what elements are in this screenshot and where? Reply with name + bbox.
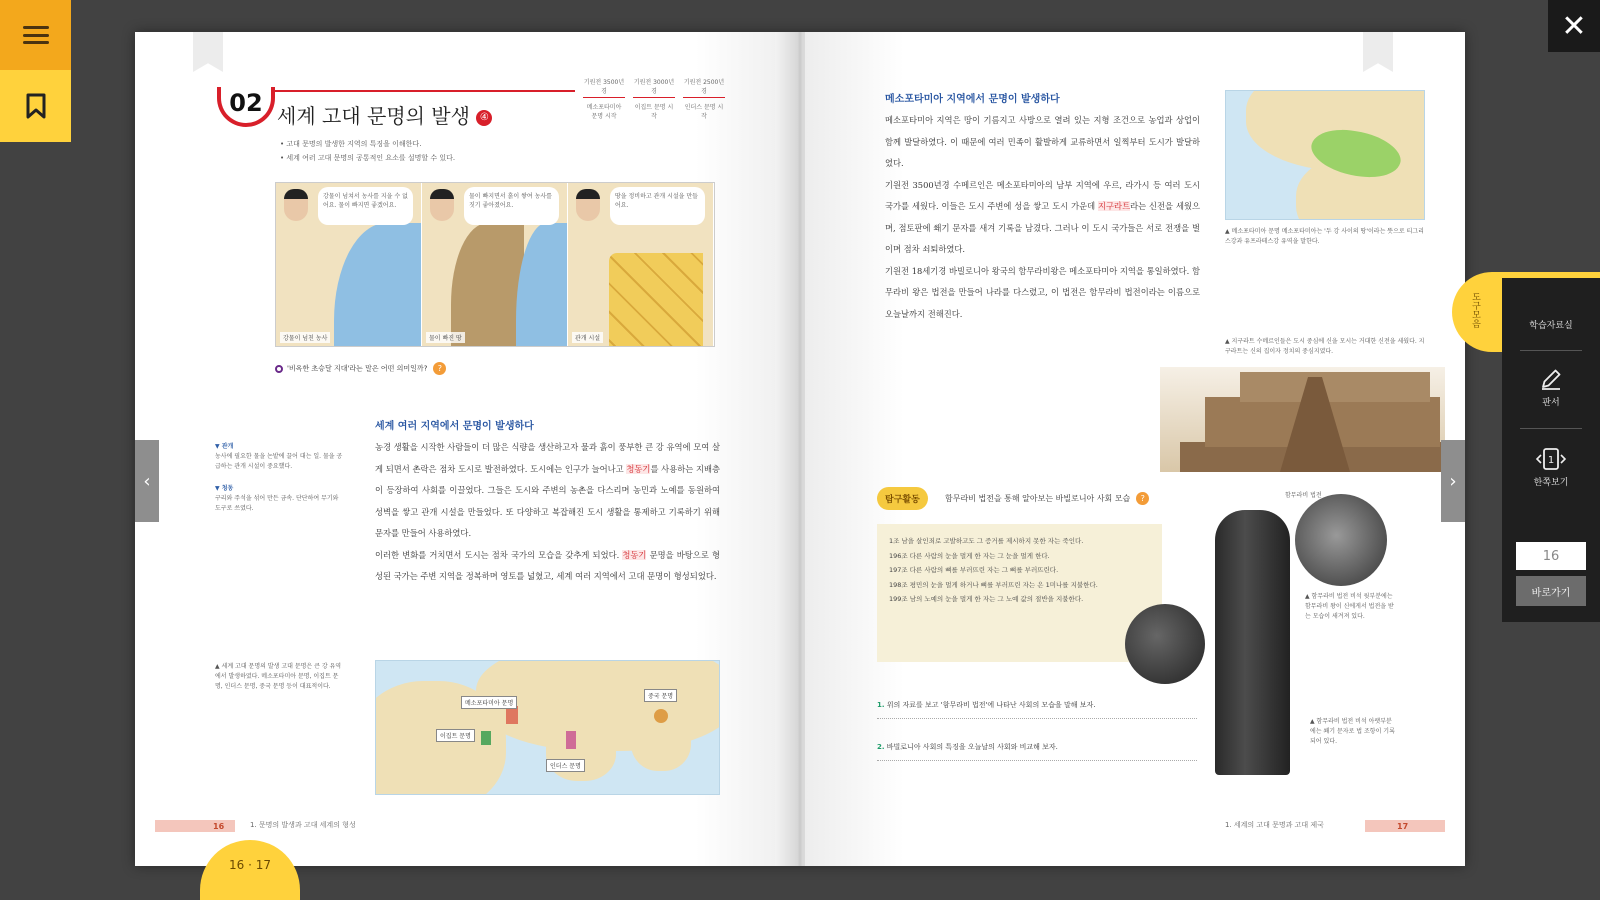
single-page-view-button[interactable] — [1502, 446, 1600, 488]
body-text — [375, 437, 720, 588]
lead-question — [275, 362, 446, 375]
section-heading: 메소포타미아 지역에서 문명이 발생하다 — [885, 94, 1060, 105]
civilization-region — [481, 731, 491, 745]
learning-objectives — [280, 137, 455, 165]
go-to-page-button[interactable] — [1516, 576, 1586, 606]
right-page — [805, 32, 1465, 866]
lesson-badge: ④ — [476, 110, 492, 126]
lesson-title-text: 세계 고대 문명의 발생 — [277, 104, 470, 128]
hamburger-menu-icon — [23, 26, 49, 44]
river-illustration — [275, 182, 715, 347]
law-item: 198조 평민의 눈을 멀게 하거나 뼈를 부러뜨린 자는 은 1미나를 지불한다. — [889, 580, 1098, 589]
stele-caption: ▲ 함무라비 법전 비석 윗부분에는 함무라비 왕이 신에게서 법전을 받는 모습이 새겨져 있다. — [1305, 593, 1394, 620]
river-water — [334, 223, 421, 346]
timeline-step-desc: 인더스 문명 시작 — [684, 104, 724, 120]
body-text — [885, 110, 1200, 325]
left-page — [135, 32, 795, 866]
page-ribbon-left — [193, 32, 223, 72]
view-label: 한쪽보기 — [1533, 478, 1569, 488]
lead-question-text: '비옥한 초승달 지대'라는 말은 어떤 의미일까? — [287, 364, 428, 373]
task-text: 바빌로니아 사회의 특징을 오늘날의 사회와 비교해 보자. — [886, 743, 1058, 751]
menu-button[interactable] — [0, 0, 71, 70]
illustration-panel — [422, 183, 568, 346]
page-ribbon-right — [1363, 32, 1393, 72]
inquiry-tag: 탐구활동 — [877, 487, 928, 510]
person-face-icon — [284, 189, 308, 221]
glossary-term: ▼ 관개 — [215, 443, 234, 450]
question-mark-icon: ? — [433, 362, 446, 375]
person-face-icon — [430, 189, 454, 221]
go-button-label: 바로가기 — [1531, 587, 1571, 599]
activity-task — [877, 742, 1197, 761]
task-text: 위의 자료를 보고 '함무라비 법전'에 나타난 사회의 모습을 말해 보자. — [886, 701, 1096, 709]
page-number: 17 — [1397, 822, 1409, 831]
chevron-left-icon: ‹ — [143, 470, 151, 492]
map-label: 중국 문명 — [644, 689, 677, 702]
body-paragraph: 이러한 변화를 거치면서 도시는 점차 국가의 모습을 갖추게 되었다. 청동기 문명을 바탕으로 형성된 국가는 주변 지역을 정복하며 영토를 넓혔고, 세계 여러 지역에서 고대 문명이 형성되었다. — [375, 549, 721, 581]
task-number: 2. — [877, 743, 885, 751]
glossary — [215, 442, 345, 514]
svg-text:1: 1 — [1547, 455, 1555, 466]
timeline-step-desc: 이집트 문명 시작 — [634, 104, 674, 120]
law-excerpt-box — [877, 524, 1162, 662]
stele-caption: ▲ 함무라비 법전 비석 아랫부분에는 쐐기 문자로 법 조항이 기록되어 있다. — [1310, 718, 1395, 745]
timeline-step-title: 기원전 3000년경 — [633, 77, 675, 98]
lesson-number: 02 — [217, 87, 275, 127]
ziggurat-photo — [1160, 367, 1445, 472]
timeline-step — [683, 77, 725, 120]
inquiry-title — [945, 492, 1149, 505]
timeline-step-desc: 메소포타미아 문명 시작 — [586, 104, 622, 120]
lesson-title — [277, 100, 492, 129]
glossary-item — [215, 484, 345, 514]
lesson-rule — [275, 90, 575, 92]
tool-panel — [1502, 272, 1600, 622]
civilization-region — [566, 731, 576, 749]
glossary-term: ▼ 청동 — [215, 485, 234, 492]
inquiry-title-text: 함무라비 법전을 통해 알아보는 바빌로니아 사회 모습 — [945, 494, 1131, 503]
objective-item: • 세계 여러 고대 문명의 공통적인 요소를 설명할 수 있다. — [280, 154, 456, 162]
hammurabi-stele-photo — [1215, 510, 1290, 775]
timeline-step — [583, 77, 625, 120]
timeline-step-title: 기원전 2500년경 — [683, 77, 725, 98]
close-button[interactable] — [1548, 0, 1600, 52]
law-item: 196조 다른 사람의 눈을 멀게 한 자는 그 눈을 멀게 한다. — [889, 551, 1050, 560]
map-label: 이집트 문명 — [436, 729, 475, 742]
map-caption: ▲ 메소포타미아 문명 메소포타미아는 '두 강 사이의 땅'이라는 뜻으로 티그리스강과 유프라테스강 유역을 말한다. — [1225, 228, 1424, 245]
panel-caption: 관개 시설 — [572, 332, 603, 343]
map-label: 메소포타미아 문명 — [461, 696, 517, 709]
stele-relief-photo — [1295, 494, 1387, 586]
bullet-icon — [275, 365, 283, 373]
bookmark-icon — [25, 93, 47, 119]
ziggurat-caption: ▲ 지구라트 수메르인들은 도시 중심에 신을 모시는 거대한 신전을 세웠다. 지구라트는 신의 집이자 정치의 중심지였다. — [1225, 338, 1425, 355]
pen-button[interactable] — [1502, 366, 1600, 408]
section-heading: 세계 여러 지역에서 문명이 발생하다 — [375, 421, 534, 432]
body-paragraph: 농경 생활을 시작한 사람들이 더 많은 식량을 생산하고자 물과 흙이 풍부한 큰 강 유역에 모여 살게 되면서 촌락은 점차 도시로 발전하였다. 도시에는 인구가 늘어나고 청동기를 사용하는 지배층이 등장하여 사회를 이끌었다. 그들은 도시와 주변의 농촌을 다스리며 농민과 노예를 동원하여 성벽을 쌓고 관개 시설을 만들었다. 또 다양하고 복잡해진 도시 생활을 통제하고 기록하기 위해 문자를 만들어 사용하였다. — [375, 442, 720, 538]
timeline-steps — [583, 77, 725, 120]
pencil-icon — [1538, 366, 1564, 392]
world-civilization-map — [375, 660, 720, 795]
speech-bubble: 물이 빠지면서 흙이 쌓여 농사를 짓기 좋아졌어요. — [464, 187, 559, 225]
pen-label: 판서 — [1542, 398, 1560, 408]
law-item: 197조 다른 사람의 뼈를 부러뜨린 자는 그 뼈를 부러뜨린다. — [889, 566, 1059, 574]
illustration-panel — [276, 183, 422, 346]
map-caption: ▲ 세계 고대 문명의 발생 고대 문명은 큰 강 유역에서 발생하였다. 메소포타미아 문명, 이집트 문명, 인더스 문명, 중국 문명 등이 대표적이다. — [215, 663, 342, 690]
close-icon: ✕ — [1561, 8, 1587, 44]
stele-label: 함무라비 법전 — [1285, 492, 1322, 499]
ziggurat-top — [1240, 372, 1430, 402]
timeline-step — [633, 77, 675, 120]
learning-material-button[interactable] — [1502, 318, 1600, 331]
panel-caption: 물이 빠진 땅 — [426, 332, 465, 343]
bookmark-button[interactable] — [0, 70, 71, 142]
speech-bubble: 땅을 정비하고 관개 시설을 만들어요. — [610, 187, 705, 225]
activity-task — [877, 700, 1197, 719]
person-face-icon — [576, 189, 600, 221]
silt-area — [451, 223, 524, 346]
map-label: 인더스 문명 — [546, 759, 585, 772]
cuneiform-tablet-photo — [1125, 604, 1205, 684]
textbook-spread — [135, 32, 1465, 866]
glossary-text: 농사에 필요한 물을 논밭에 끌어 대는 일. 물을 공급하는 관개 시설이 중요했다. — [215, 453, 343, 470]
next-page-button[interactable] — [1441, 440, 1465, 522]
chevron-right-icon: › — [1449, 470, 1457, 492]
panel-caption: 강물이 넘친 농사 — [280, 332, 330, 343]
tool-separator — [1520, 428, 1582, 429]
single-page-view-icon — [1533, 446, 1569, 472]
speech-bubble: 강물이 넘쳐서 농사를 지을 수 없어요. 물이 빠지면 좋겠어요. — [318, 187, 413, 225]
glossary-text: 구리와 주석을 섞어 만든 금속. 단단하여 무기와 도구로 쓰였다. — [215, 495, 339, 512]
irrigated-field — [609, 253, 703, 346]
tools-tab-label: 도구모음 — [1470, 292, 1480, 328]
question-mark-icon: ? — [1136, 492, 1149, 505]
footer-text: 1. 세계의 고대 문명과 고대 제국 — [1225, 821, 1324, 829]
body-paragraph: 기원전 18세기경 바빌로니아 왕국의 함무라비왕은 메소포타미아 지역을 통일하였다. 함무라비 왕은 법전을 만들어 나라를 다스렸고, 이 법전은 함무라비 법전이라는 이름으로 오늘날까지 전해진다. — [885, 265, 1200, 319]
mesopotamia-map — [1225, 90, 1425, 220]
map-land — [546, 721, 616, 781]
prev-page-button[interactable] — [135, 440, 159, 522]
body-paragraph: 메소포타미아 지역은 땅이 기름지고 사방으로 열려 있는 지형 조건으로 농업과 상업이 함께 발달하였다. 이 때문에 여러 민족이 활발하게 교류하면서 일찍부터 도시가 발달하였다. — [885, 115, 1200, 168]
timeline-step-title: 기원전 3500년경 — [583, 77, 625, 98]
glossary-item — [215, 442, 345, 472]
page-range-label: 16 · 17 — [229, 858, 271, 872]
task-number: 1. — [877, 701, 885, 709]
footer-text: 1. 문명의 발생과 고대 세계의 형성 — [250, 821, 356, 829]
civilization-region — [654, 709, 668, 723]
law-item: 1조 남을 살인죄로 고발하고도 그 증거를 제시하지 못한 자는 죽인다. — [889, 537, 1084, 545]
learning-material-label: 학습자료실 — [1529, 321, 1573, 331]
page-number-input[interactable] — [1516, 542, 1586, 570]
illustration-panel — [568, 183, 714, 346]
river-water — [516, 223, 567, 346]
tool-separator — [1520, 350, 1582, 351]
page-number: 16 — [213, 822, 225, 831]
highlighted-term: 청동기 — [626, 463, 651, 474]
law-item: 199조 남의 노예의 눈을 멀게 한 자는 그 노예 값의 절반을 지불한다. — [889, 595, 1084, 603]
highlighted-term: 지구라트 — [1098, 201, 1131, 211]
objective-item: • 고대 문명의 발생한 지역의 특징을 이해한다. — [280, 140, 422, 148]
body-paragraph: 기원전 3500년경 수메르인은 메소포타미아의 남부 지역에 우르, 라가시 등 여러 도시 국가를 세웠다. 이들은 도시 주변에 성을 쌓고 도시 가운데 지구라트라는 신전을 세웠으며, 점토판에 쐐기 문자를 새겨 기록을 남겼다. 그러나 이 도시 국가들은 서로 전쟁을 벌이며 점차 쇠퇴하였다. — [885, 179, 1200, 254]
highlighted-term: 청동기 — [622, 549, 647, 560]
